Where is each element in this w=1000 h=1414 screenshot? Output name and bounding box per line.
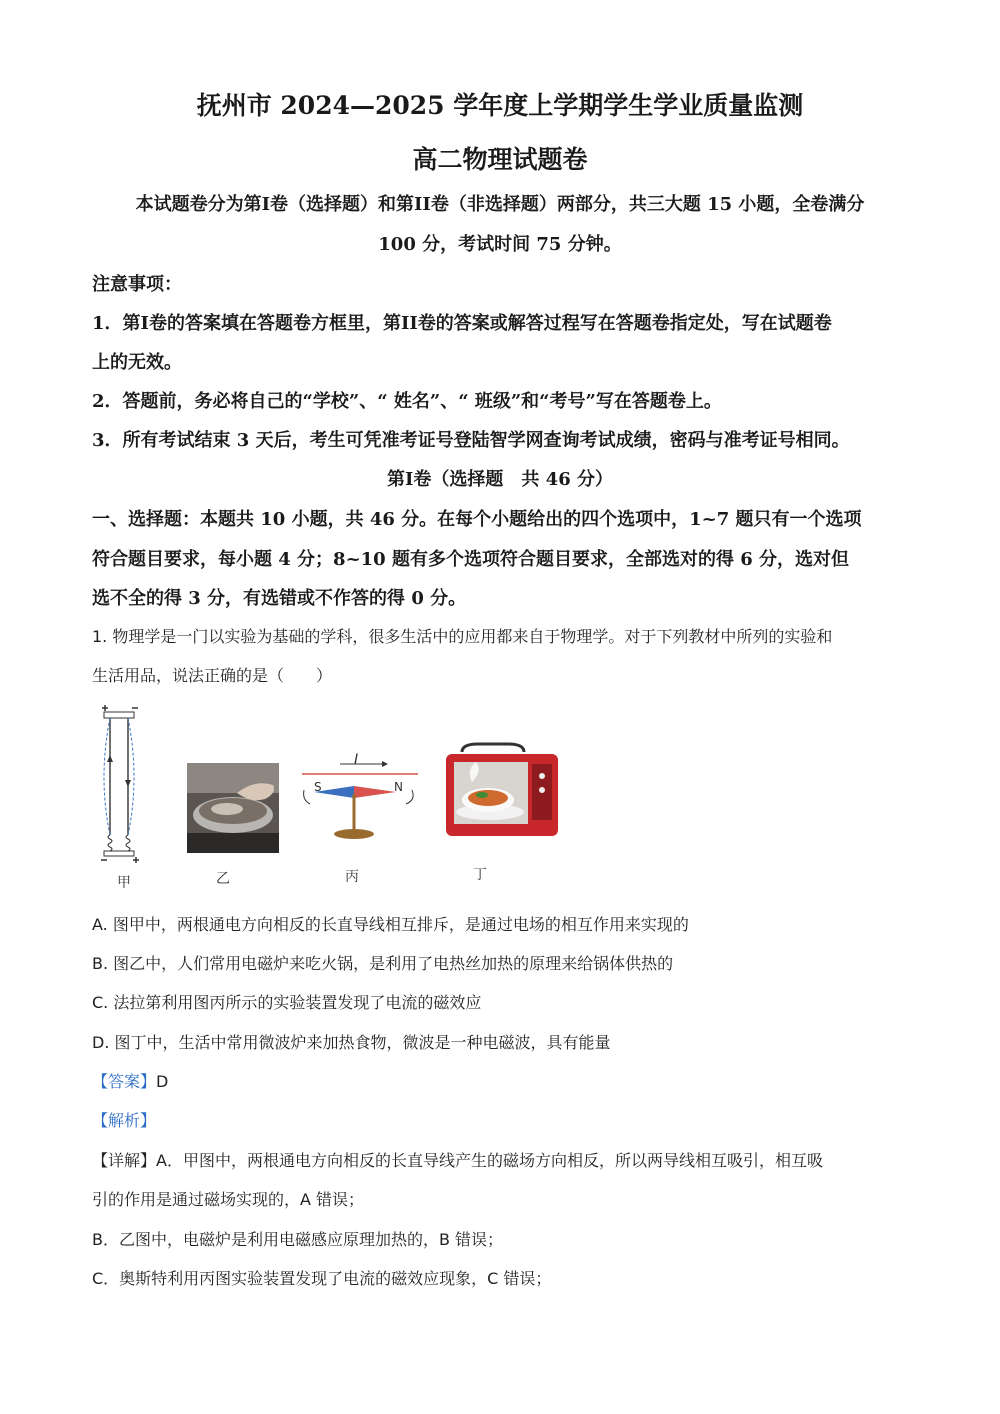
- answer-line: [92, 1069, 168, 1092]
- answer-value: D: [156, 1072, 169, 1091]
- detail-a-line-2: 引的作用是通过磁场实现的，A 错误；: [92, 1190, 365, 1209]
- figure-jia-caption: 甲: [117, 875, 131, 891]
- notice-item-2: 2．答题前，务必将自己的“学校”、“ 姓名”、“ 班级”和“考号”写在答题卷上。: [92, 391, 722, 412]
- part-instruction-1: 一、选择题：本题共 10 小题，共 46 分。在每个小题给出的四个选项中，1~7 题只有一个选项: [92, 509, 862, 530]
- exam-subtitle: 高二物理试题卷: [412, 145, 588, 174]
- current-label: I: [354, 752, 359, 768]
- detail-a-text: A．甲图中，两根通电方向相反的长直导线产生的磁场方向相反，所以两导线相互吸引，相互吸: [156, 1151, 823, 1170]
- analysis-tag: 【解析】: [92, 1111, 157, 1130]
- section-heading: 第I卷（选择题 共 46 分）: [386, 469, 613, 490]
- figure-jia-parallel-wires: [96, 700, 146, 865]
- detail-tag: 【详解】: [92, 1151, 157, 1170]
- option-b: B. 图乙中，人们常用电磁炉来吃火锅，是利用了电热丝加热的原理来给锅体供热的: [92, 954, 674, 973]
- question-stem-1: 1. 物理学是一门以实验为基础的学科，很多生活中的应用都来自于物理学。对于下列教材中所列的实验和: [92, 627, 833, 646]
- intro-line-1: 本试题卷分为第I卷（选择题）和第II卷（非选择题）两部分，共三大题 15 小题，全卷满分: [135, 194, 865, 215]
- notice-item-3: 3．所有考试结束 3 天后，考生可凭准考证号登陆智学网查询考试成绩，密码与准考证号相同。: [92, 430, 850, 451]
- detail-c: C．奥斯特利用丙图实验装置发现了电流的磁效应现象，C 错误；: [92, 1269, 552, 1288]
- exam-title: 抚州市 2024—2025 学年度上学期学生学业质量监测: [196, 91, 804, 120]
- compass-s-label: S: [314, 780, 322, 794]
- option-c: C. 法拉第利用图丙所示的实验装置发现了电流的磁效应: [92, 993, 482, 1012]
- figure-bing-caption: 丙: [345, 869, 359, 885]
- answer-tag: 【答案】: [92, 1072, 157, 1091]
- option-a: A. 图甲中，两根通电方向相反的长直导线相互排斥，是通过电场的相互作用来实现的: [92, 915, 689, 934]
- part-instruction-2: 符合题目要求，每小题 4 分；8~10 题有多个选项符合题目要求，全部选对的得 6 分，选对但: [92, 549, 850, 570]
- compass-n-label: N: [394, 780, 403, 794]
- figure-yi-caption: 乙: [216, 871, 230, 887]
- figure-yi-hotpot-photo: [187, 763, 279, 853]
- detail-a-line-1: [92, 1148, 823, 1171]
- figure-ding-microwave-photo: [442, 742, 562, 842]
- detail-b: B．乙图中，电磁炉是利用电磁感应原理加热的，B 错误；: [92, 1230, 504, 1249]
- figure-ding-caption: 丁: [473, 867, 487, 883]
- figure-bing-compass-experiment: [300, 750, 420, 850]
- intro-line-2: 100 分，考试时间 75 分钟。: [378, 234, 622, 255]
- part-instruction-3: 选不全的得 3 分，有选错或不作答的得 0 分。: [92, 588, 467, 609]
- notice-item-1a: 1．第I卷的答案填在答题卷方框里，第II卷的答案或解答过程写在答题卷指定处，写在试题卷: [92, 313, 832, 334]
- option-d: D. 图丁中，生活中常用微波炉来加热食物，微波是一种电磁波，具有能量: [92, 1033, 611, 1052]
- notice-item-1b: 上的无效。: [92, 352, 182, 373]
- notice-heading: 注意事项：: [92, 274, 182, 295]
- question-stem-2: 生活用品，说法正确的是（ ）: [92, 666, 333, 685]
